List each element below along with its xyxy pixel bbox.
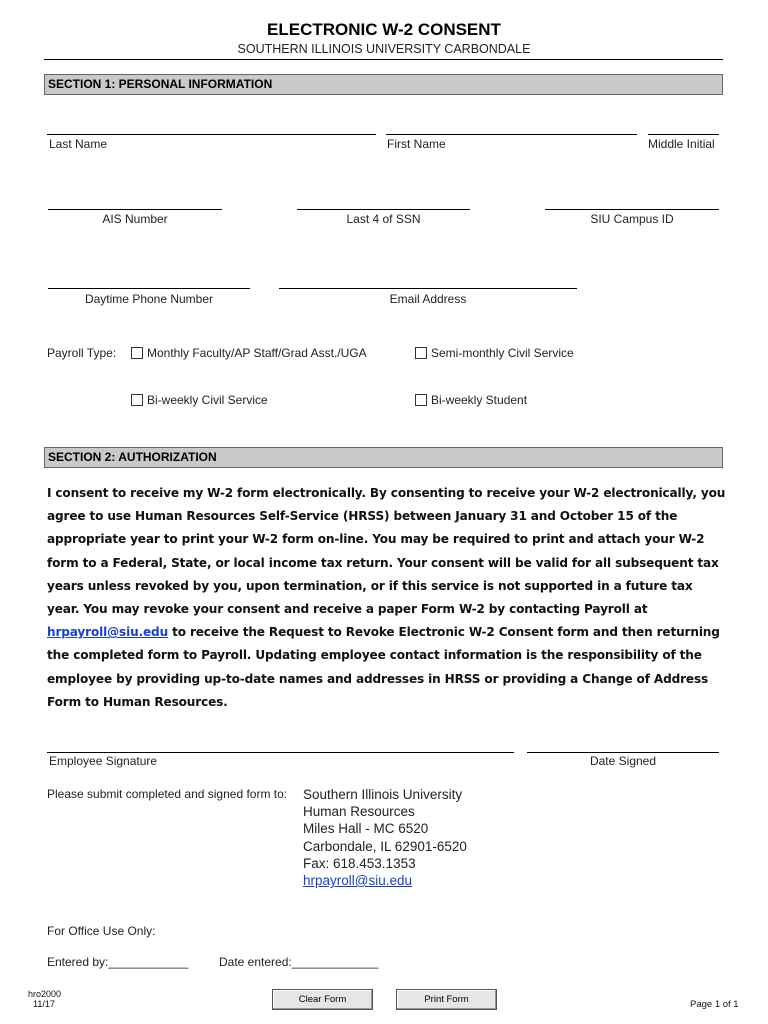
checkbox[interactable] [131, 394, 143, 406]
payroll-email-link[interactable]: hrpayroll@siu.edu [47, 625, 169, 640]
email-label: Email Address [389, 292, 467, 306]
phone-label: Daytime Phone Number [84, 292, 214, 306]
payroll-option-biweekly-student[interactable] [415, 393, 527, 407]
entered-by-field: Entered by:____________ [47, 955, 189, 969]
checkbox[interactable] [415, 394, 427, 406]
checkbox[interactable] [415, 347, 427, 359]
header-divider [44, 59, 723, 60]
page-number: Page 1 of 1 [690, 999, 739, 1010]
last4-ssn-label: Last 4 of SSN [346, 212, 421, 226]
authorization-text-part1: I consent to receive my W-2 form electronically. By consenting to receive your W-2 electronically, you agree to use Human Resources Self-Service (HRSS) between January 31 and October 15 of the appropriate year to print your W-2 form on-line. You may be required to print and attach your W-2 form to a Federal, State, or local income tax return. Your consent will be valid for all subsequent tax years unless revoked by you, upon termination, or if this service is not supported in a future tax year. You may revoke your consent and receive a paper Form W-2 by contacting Payroll at [47, 486, 726, 617]
authorization-text-part2: to receive the Request to Revoke Electronic W-2 Consent form and then returning the completed form to Payroll. Updating employee contact information is the responsibility of the employee by providing up-to-date names and addresses in HRSS or providing a Change of Address Form to Human Resources. [47, 625, 720, 709]
payroll-option-label: Monthly Faculty/AP Staff/Grad Asst./UGA [147, 346, 367, 360]
address-line: Human Resources [303, 804, 415, 820]
payroll-option-semimonthly[interactable] [415, 346, 574, 360]
checkbox[interactable] [131, 347, 143, 359]
first-name-field[interactable] [386, 134, 637, 135]
form-revision-date: 11/17 [33, 999, 55, 1009]
phone-field[interactable] [48, 288, 250, 289]
ais-number-label: AIS Number [102, 212, 168, 226]
payroll-option-label: Semi-monthly Civil Service [431, 346, 574, 360]
submit-email-link[interactable]: hrpayroll@siu.edu [303, 873, 413, 889]
payroll-option-monthly[interactable] [131, 346, 367, 360]
payroll-type-label: Payroll Type: [47, 346, 117, 360]
first-name-label: First Name [387, 137, 446, 151]
last-name-field[interactable] [47, 134, 376, 135]
payroll-option-label: Bi-weekly Civil Service [147, 393, 268, 407]
office-use-label: For Office Use Only: [47, 924, 156, 938]
form-title: ELECTRONIC W-2 CONSENT [267, 20, 501, 39]
date-signed-field[interactable] [527, 752, 719, 753]
submit-instructions: Please submit completed and signed form to: [47, 787, 288, 801]
address-line: Fax: 618.453.1353 [303, 855, 416, 871]
payroll-option-label: Bi-weekly Student [431, 393, 528, 407]
address-line: Miles Hall - MC 6520 [303, 821, 429, 837]
payroll-option-biweekly-civil[interactable] [131, 393, 268, 407]
middle-initial-label: Middle Initial [648, 137, 715, 151]
date-entered-field: Date entered:_____________ [219, 955, 379, 969]
address-line: Carbondale, IL 62901-6520 [303, 838, 467, 854]
ais-number-field[interactable] [48, 209, 222, 210]
section2-heading: SECTION 2: AUTHORIZATION [44, 447, 723, 468]
employee-signature-label: Employee Signature [49, 754, 158, 768]
email-field[interactable] [279, 288, 577, 289]
campus-id-field[interactable] [545, 209, 719, 210]
form-subtitle: SOUTHERN ILLINOIS UNIVERSITY CARBONDALE [237, 42, 531, 56]
print-form-button[interactable]: Print Form [396, 989, 497, 1010]
form-code: hro2000 [28, 989, 62, 999]
address-line: Southern Illinois University [303, 787, 463, 802]
section1-heading: SECTION 1: PERSONAL INFORMATION [44, 74, 723, 95]
campus-id-label: SIU Campus ID [590, 212, 674, 226]
authorization-text [47, 482, 727, 714]
last-name-label: Last Name [49, 137, 108, 151]
clear-form-button[interactable]: Clear Form [272, 989, 373, 1010]
employee-signature-field[interactable] [47, 752, 514, 753]
submit-address [303, 786, 467, 889]
date-signed-label: Date Signed [589, 754, 657, 768]
middle-initial-field[interactable] [648, 134, 719, 135]
last4-ssn-field[interactable] [297, 209, 470, 210]
